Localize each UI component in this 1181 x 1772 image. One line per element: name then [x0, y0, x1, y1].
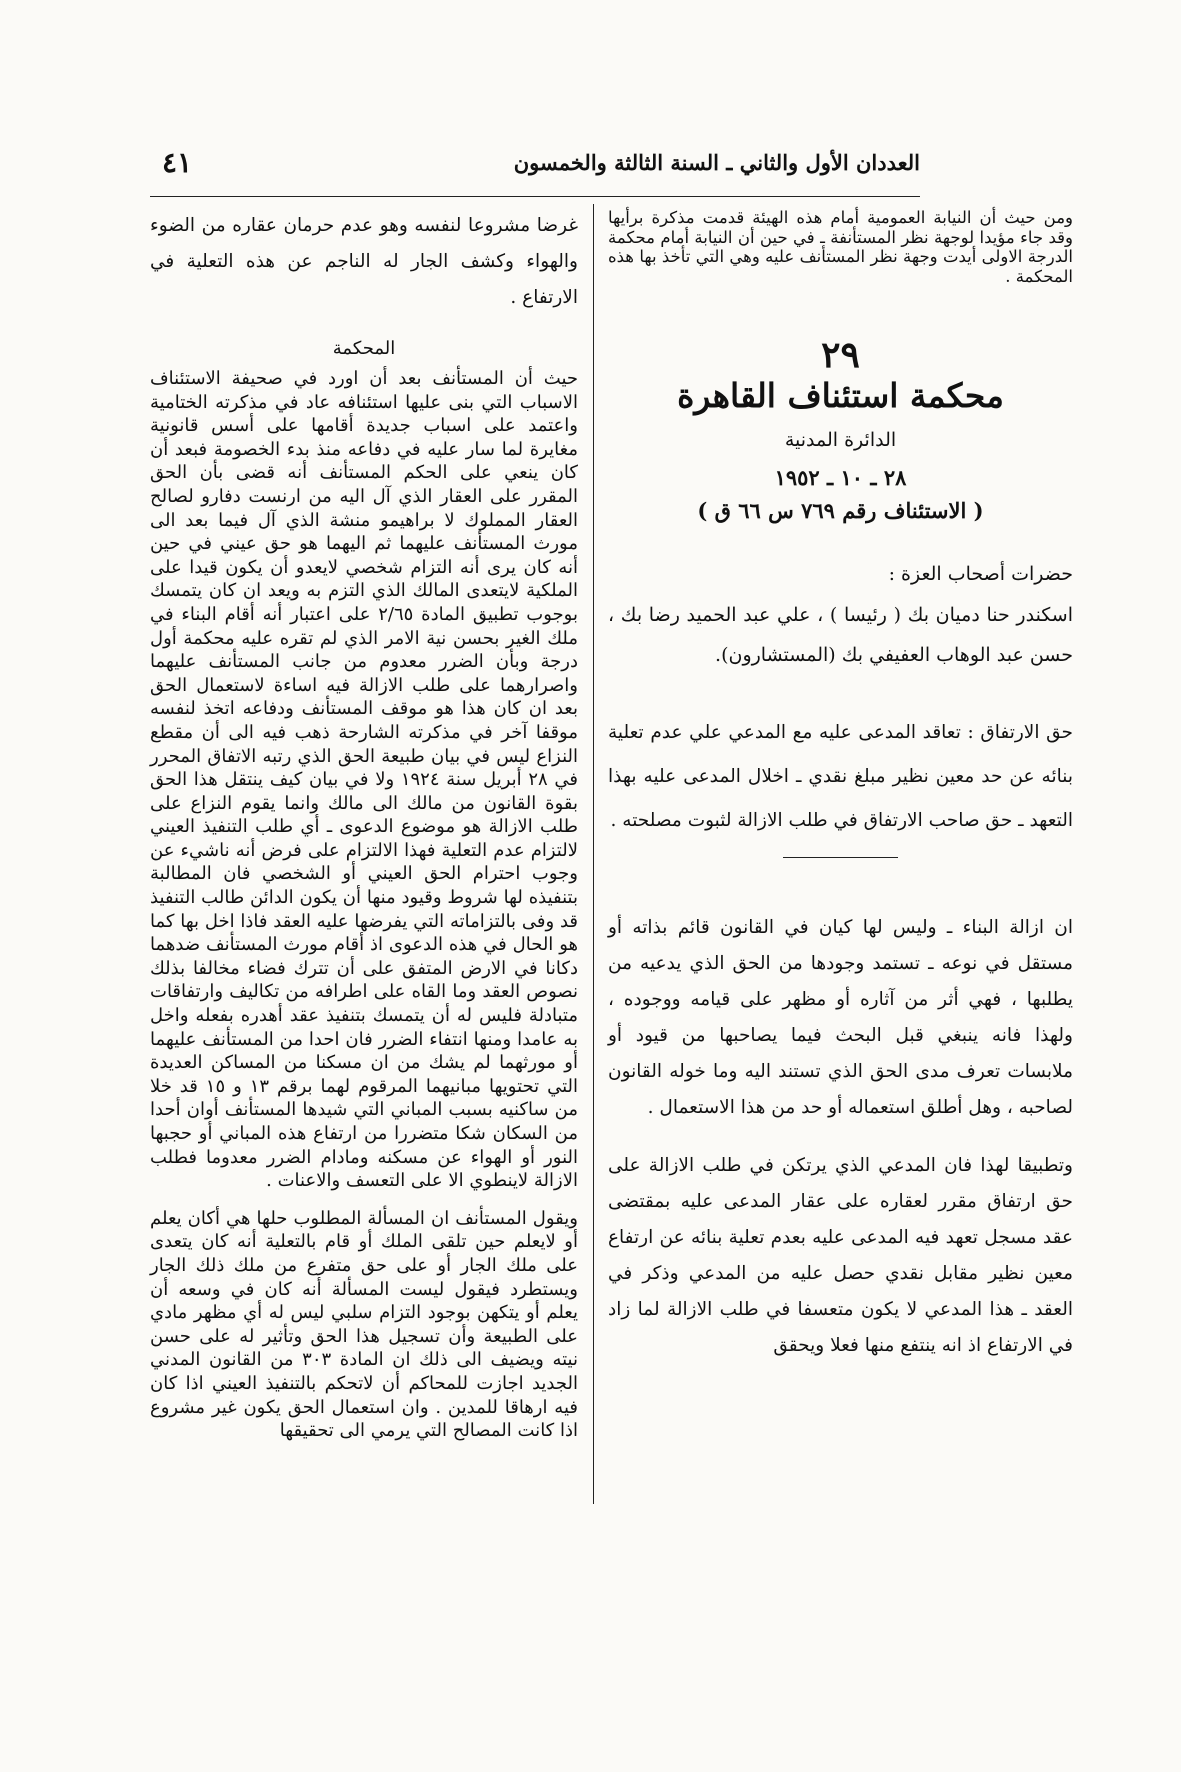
journal-issue-title: العددان الأول والثاني ـ السنة الثالثة والخمسون: [513, 150, 920, 175]
header-rule: [150, 196, 920, 197]
left-column: [150, 208, 578, 1443]
appellant-argument-paragraph: ويقول المستأنف ان المسألة المطلوب حلها هي أكان يعلم أو لايعلم حين تلقى الملك أو قام بالتعلية أنه كان يتعدى على ملك الجار أو على حق متفرع من ملك ذلك الجار ويستطرد فيقول ليست المسألة أنه كان في وسعه أن يعلم أو يتكهن بوجود التزام سلبي ليس له أي مظهر مادي على الطبيعة وأن تسجيل هذا الحق وتأثير له على حسن نيته ويضيف الى ذلك ان المادة ٣٠٣ من القانون المدني الجديد اجازت للمحاكم أن لاتحكم بالتنفيذ العيني اذا كان فيه ارهاقا للمدين . وان استعمال الحق يكون غير مشروع اذا كانت المصالح التي يرمي الى تحقيقها: [150, 1207, 579, 1442]
judges-list: اسكندر حنا دميان بك ( رئيسا ) ، علي عبد الحميد رضا بك ، حسن عبد الوهاب العفيفي بك (المستشارون).: [608, 604, 1073, 667]
judges-label: حضرات أصحاب العزة :: [888, 563, 1073, 586]
judgment-date: ٢٨ ـ ١٠ ـ ١٩٥٢: [774, 465, 907, 491]
principle-paragraph-2: وتطبيقا لهذا فان المدعي الذي يرتكن في طلب الازالة على حق ارتفاق مقرر لعقاره على عقار المدعى عليه بمقتضى عقد مسجل تعهد فيه المدعى عليه بعدم تعلية بنائه عن ارتفاع معين نظير مقابل نقدي حصل عليه من المدعي وذكر في العقد ـ هذا المدعي لا يكون متعسفا في طلب الازالة لما زاد في الارتفاع اذ انه ينتفع منها فعلا ويحقق: [608, 1155, 1073, 1357]
appeal-reference: ( الاستئناف رقم ٧٦٩ س ٦٦ ق ): [697, 498, 984, 524]
section-heading: المحكمة: [332, 338, 396, 359]
case-summary: حق الارتفاق : تعاقد المدعى عليه مع المدعي علي عدم تعلية بنائه عن حد معين نظير مبلغ نقدي ـ اخلال المدعى عليه بهذا التعهد ـ حق صاحب الارتفاق في طلب الازالة لثبوت مصلحته .: [608, 722, 1073, 832]
page-header: [150, 146, 920, 190]
right-column: [608, 208, 1073, 1364]
continued-paragraph: غرضا مشروعا لنفسه وهو عدم حرمان عقاره من الضوء والهواء وكشف الجار له الناجم عن هذه التعلية في الارتفاع .: [150, 215, 578, 308]
court-name: محكمة استئناف القاهرة: [677, 376, 1004, 416]
page-number: ٤١: [162, 146, 193, 179]
intro-paragraph: ومن حيث أن النيابة العمومية أمام هذه الهيئة قدمت مذكرة برأيها وقد جاء مؤيدا لوجهة نظر المستأنفة ـ في حين أن النيابة أمام محكمة الدرجة الاولى أيدت وجهة نظر المستأنف عليه وهي التي تأخذ بها هذه المحكمة .: [608, 208, 1073, 286]
court-reasoning-paragraph: حيث أن المستأنف بعد أن اورد في صحيفة الاستئناف الاسباب التي بنى عليها استئنافه عاد في مذكرته الختامية واعتمد على اسباب جديدة أقامها على أسس قانونية مغايرة لما سار عليه في دفاعه منذ بدء الخصومة فبعد أن كان ينعي على الحكم المستأنف أنه قضى بأن الحق المقرر على العقار الذي آل اليه من ارنست دفارو لصالح العقار المملوك لا براهيمو منشة الذي آل فيما بعد الى مورث المستأنف عليهما ثم اليهما هو حق عيني في حين أنه كان يرى أنه التزام شخصي لايعدو أن يكون قيدا على الملكية لايتعدى المالك الذي التزم به ويعد ان كان يتمسك بوجوب تطبيق المادة ٢/٦٥ على اعتبار أنه أقام البناء في ملك الغير بحسن نية الامر الذي لم تقره عليه محكمة أول درجة وبأن الضرر معدوم من جانب المستأنف عليهما واصرارهما على طلب الازالة فيه اساءة لاستعمال الحق بعد ان كان هذا هو موقف المستأنف ودفاعه اتخذ لنفسه موقفا آخر في مذكرته الشارحة ذهب فيه الى أن مقطع النزاع ليس في بيان طبيعة الحق الذي رتبه الاتفاق المحرر في ٢٨ أبريل سنة ١٩٢٤ ولا في بيان كيف ينتقل هذا الحق بقوة القانون من مالك الى مالك وانما يقوم النزاع على طلب الازالة هو موضوع الدعوى ـ أي طلب التنفيذ العيني لالتزام عدم التعلية فهذا الالتزام على فرض أنه ناشيء عن وجوب احترام الحق العيني أو الشخصي فان المطالبة بتنفيذه لها شروط وقيود منها أن يكون الدائن طالب التنفيذ قد وفى بالتزاماته التي يفرضها عليه العقد فاذا اخل بها كما هو الحال في هذه الدعوى اذ أقام مورث المستأنف ضدهما دكانا في الارض المتفق على أن تترك فضاء مخالفا بذلك نصوص العقد وما القاه على اطرافه من تكاليف وارتفاقات متبادلة فليس له أن يتمسك بتنفيذ عقد أهدره بفعله واخل به عامدا ومنها انتفاء الضرر فان احدا من المستأنف عليهما أو مورثهما لم يشك من ان مسكنا من المساكن العديدة التي تحتويها مبانيهما المرقوم لهما برقم ١٣ و ١٥ قد خلا من ساكنيه بسبب المباني التي شيدها المستأنف أوان أحدا من السكان شكا متضررا من ارتفاع هذه المباني أو حجبها النور أو الهواء عن مسكنه ومادام الضرر معدوما فطلب الازالة لاينطوي الا على التعسف والاعنات .: [150, 368, 579, 1192]
case-number: ٢٩: [821, 334, 860, 377]
division-name: الدائرة المدنية: [784, 429, 897, 452]
principle-paragraph-1: ان ازالة البناء ـ وليس لها كيان في القانون قائم بذاته أو مستقل في نوعه ـ تستمد وجودها من الحق الذي يدعيه من يطلبها ، فهي أثر من آثاره أو مظهر على قيامه ووجوده ، ولهذا فانه ينبغي قبل البحث فيما يصاحبها من قيود أو ملابسات تعرف مدى الحق الذي تستند اليه وما خوله القانون لصاحبه ، وهل أطلق استعماله أو حد من هذا الاستعمال .: [608, 917, 1073, 1119]
column-divider: [593, 204, 594, 1504]
